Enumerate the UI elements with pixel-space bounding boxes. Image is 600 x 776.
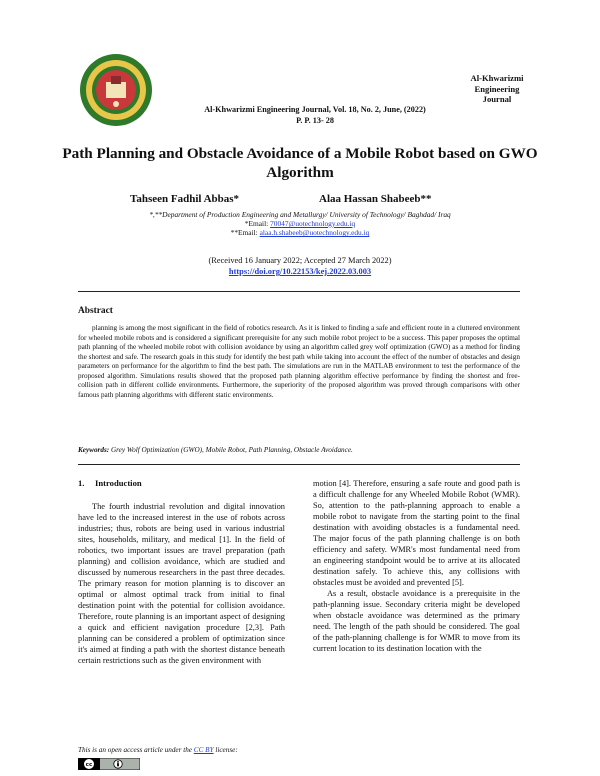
journal-logo [78,52,154,128]
keywords [78,446,520,454]
abstract-heading: Abstract [78,306,113,316]
email-link-second[interactable]: alaa.h.shabeeb@uotechnology.edu.iq [259,228,370,238]
author-first: Tahseen Fadhil Abbas* [130,193,240,205]
open-access-note [78,746,238,754]
submission-dates [60,255,540,277]
keywords-label: Keywords: [78,446,110,454]
journal-corner-title [462,73,532,105]
intro-paragraph-2: motion [4]. Therefore, ensuring a safe route and good path is a difficult challenge for any Wheeled Mobile Robot (WMR). So, attention to the path-planning approach to enable a mobile robot to navigate from the starting point to the final destination with avoiding obstacles is a fundamental need. The major focus of the path planning challenge is on both efficiency and safety. WMR's most fundamental need from an engineering standpoint would be to arrive at its allocated destination safely. To achieve this, any collisions with obstacles must be avoided and prevented [5]. [313,479,520,587]
divider-bottom [78,464,520,465]
corner-title-line-3: Journal [482,94,512,104]
author-second: Alaa Hassan Shabeeb** [319,193,432,205]
email-label-second: **Email: [230,228,260,238]
email-link-first[interactable]: 70047@uotechnology.edu.iq [270,219,356,228]
paper-title: Path Planning and Obstacle Avoidance of a Mobile Robot based on GWO Algorithm [62,145,538,181]
received-accepted-dates: (Received 16 January 2022; Accepted 27 March 2022) [208,256,392,265]
email-label-first: *Email: [244,219,271,228]
cc-by-link[interactable]: CC BY [193,746,214,754]
divider-top [78,291,520,292]
section-number: 1. [78,478,85,488]
intro-paragraph-1: The fourth industrial revolution and digital innovation have led to the increased interest in the use of robots across industries; thus, robots are being used in various industrial sites, households, military, and medical [1]. In the field of robotics, two important issues are travel preparation (path planning) and collision avoidance, which are studied and discussed by numerous researchers in the past three decades. The primary reason for motion planning is to discover an optimal or almost optimal track from initial to final destination point with the potential for collision avoidance. Therefore, route planning is an important aspect of designing a quick and efficient navigation procedure [2,3]. Path planning can be considered a problem of optimization since it's aimed at finding a path with the shortest distance beneath certain restrictions such as the given environment with [78,502,285,665]
cc-badge-text: cc [85,762,93,769]
column-left [78,478,285,666]
corner-title-line-2: Engineering [474,83,520,94]
journal-citation-line-1: Al-Khwarizmi Engineering Journal, Vol. 18, No. 2, June, (2022) [204,105,426,114]
intro-paragraph-3: As a result, obstacle avoidance is a prerequisite in the path-planning issue. Secondary criteria might be developed when obstacle avoidance was determined as the primary need. The length of the path should be considered. The goal of the path-planning challenge is for WMR to move from its current location to its destination location with the [313,589,520,653]
column-right [313,478,520,654]
abstract-body: planning is among the most significant in the field of robotics research. As it is linked to finding a safe and efficient route in a cluttered environment for wheeled mobile robots and is considered a significant prerequisite for any such mobile robot project to be a success. This paper proposes the optimal path planning of the wheeled mobile robot with collision avoidance by using an algorithm called grey wolf optimization (GWO) as a method for finding the shortest and safe. The research goals in this study for identify the best path while taking into account the effect of the number of obstacles and design parameters on performance for the algorithm to find the best path. The simulations are run in the MATLAB environment to test the performance of the proposed algorithm. Simulations results showed that the proposed path planning algorithm effective performance by finding the shortest and free-collision path in different collide environments. Furthermore, the superiority of the proposed algorithm was proved through comparisons with other famous path planning algorithms with different static environments. [78,324,520,399]
affiliation: *,**Department of Production Engineering and Metallurgy/ University of Technology/ Baghdad/ Iraq [149,210,451,219]
journal-citation-line-2: P. P. 13- 28 [296,116,334,125]
keywords-text: Grey Wolf Optimization (GWO), Mobile Robot, Path Planning, Obstacle Avoidance. [109,446,353,454]
journal-citation [150,104,480,126]
section-heading-introduction [78,478,285,489]
section-title: Introduction [95,478,142,488]
doi-link[interactable]: https://doi.org/10.22153/kej.2022.03.003 [228,267,372,276]
author-emails [60,219,540,238]
corner-title-line-1: Al-Khwarizmi [470,73,524,83]
cc-by-badge-icon[interactable] [78,758,140,770]
open-access-suffix: license: [213,746,238,754]
open-access-prefix: This is an open access article under the [78,746,194,754]
